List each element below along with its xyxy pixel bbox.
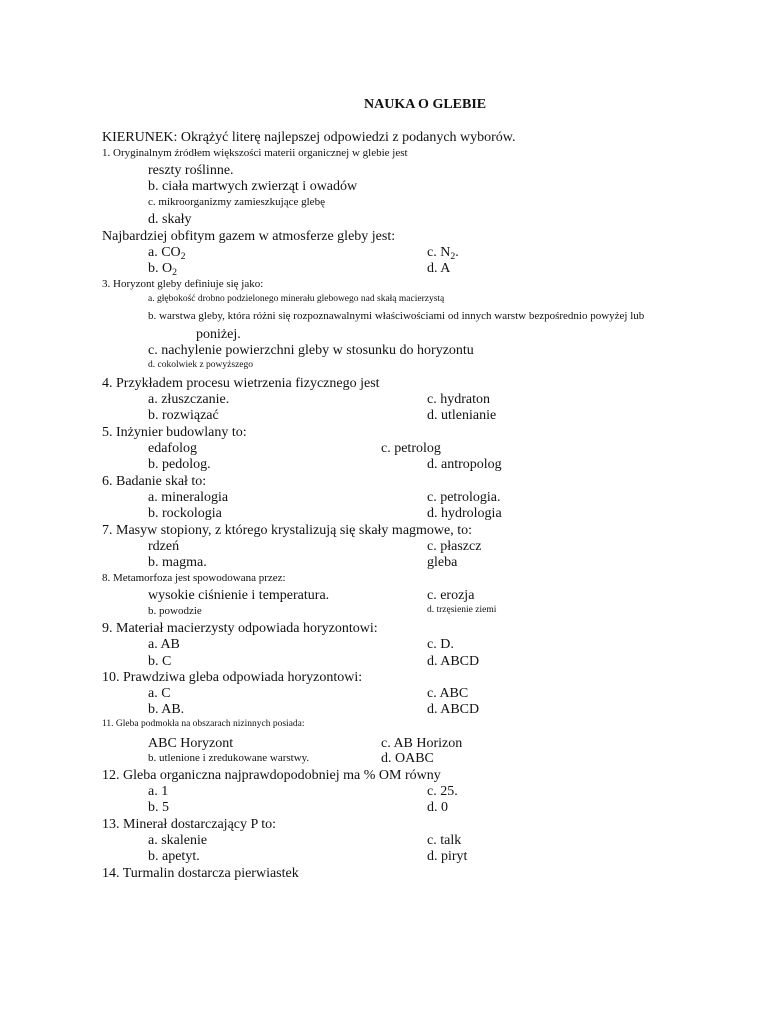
q1-option-c: c. mikroorganizmy zamieszkujące glebę [148, 196, 325, 208]
q2-option-c: c. $N_2$. [427, 245, 459, 262]
question-10: 10. Prawdziwa gleba odpowiada horyzontowi: [102, 670, 363, 685]
question-2: Najbardziej obfitym gazem w atmosferze gleby jest: [102, 229, 396, 244]
q7-option-d: gleba [427, 555, 458, 570]
q3-option-b: b. warstwa gleby, która różni się rozpoznawalnymi właściwościami od innych warstw bezpośrednio powyżej lub [148, 310, 645, 322]
q10-option-b: b. AB. [148, 702, 185, 717]
q10-option-d: d. ABCD [427, 702, 480, 717]
q13-option-b: b. apetyt. [148, 849, 200, 864]
q8-option-d: d. trzęsienie ziemi [427, 605, 497, 615]
q1-option-b: b. ciała martwych zwierząt i owadów [148, 179, 358, 194]
question-8: 8. Metamorfoza jest spowodowana przez: [102, 572, 286, 584]
q13-option-a: a. skalenie [148, 833, 208, 848]
q11-option-b: b. utlenione i zredukowane warstwy. [148, 752, 310, 764]
question-11: 11. Gleba podmokła na obszarach nizinnych posiada: [102, 719, 305, 729]
q3-option-b-continued: poniżej. [196, 327, 241, 342]
question-6: 6. Badanie skał to: [102, 474, 207, 489]
q4-option-a: a. złuszczanie. [148, 392, 230, 407]
q6-option-b: b. rockologia [148, 506, 222, 521]
question-3: 3. Horyzont gleby definiuje się jako: [102, 278, 264, 290]
q9-option-c: c. D. [427, 637, 454, 652]
q8-option-a: wysokie ciśnienie i temperatura. [148, 588, 330, 603]
page-title: NAUKA O GLEBIE [364, 97, 487, 112]
q3-option-d: d. cokolwiek z powyższego [148, 360, 253, 370]
question-7: 7. Masyw stopiony, z którego krystalizują się skały magmowe, to: [102, 523, 473, 538]
q13-option-c: c. talk [427, 833, 462, 848]
question-1: 1. Oryginalnym źródłem większości materii organicznej w glebie jest [102, 147, 408, 159]
q5-option-d: d. antropolog [427, 457, 502, 472]
q12-option-a: a. 1 [148, 784, 169, 799]
q8-option-c: c. erozja [427, 588, 475, 603]
q5-option-c: c. petrolog [381, 441, 441, 456]
q5-option-a: edafolog [148, 441, 197, 456]
q9-option-a: a. AB [148, 637, 180, 652]
q6-option-c: c. petrologia. [427, 490, 501, 505]
q7-option-a: rdzeń [148, 539, 180, 554]
q11-option-d: d. OABC [381, 751, 434, 766]
q3-option-a: a. głębokość drobno podzielonego minerału glebowego nad skałą macierzystą [148, 294, 445, 304]
question-9: 9. Materiał macierzysty odpowiada horyzontowi: [102, 621, 378, 636]
directions: KIERUNEK: Okrążyć literę najlepszej odpowiedzi z podanych wyborów. [102, 130, 516, 145]
q7-option-b: b. magma. [148, 555, 207, 570]
q7-option-c: c. płaszcz [427, 539, 482, 554]
q12-option-b: b. 5 [148, 800, 169, 815]
q11-option-a: ABC Horyzont [148, 736, 234, 751]
question-5: 5. Inżynier budowlany to: [102, 425, 247, 440]
q12-option-d: d. 0 [427, 800, 448, 815]
q10-option-c: c. ABC [427, 686, 469, 701]
question-12: 12. Gleba organiczna najprawdopodobniej ma % OM równy [102, 768, 441, 783]
q5-option-b: b. pedolog. [148, 457, 211, 472]
question-13: 13. Minerał dostarczający P to: [102, 817, 277, 832]
q1-option-a: reszty roślinne. [148, 163, 234, 178]
q13-option-d: d. piryt [427, 849, 468, 864]
q4-option-b: b. rozwiązać [148, 408, 219, 423]
q3-option-c: c. nachylenie powierzchni gleby w stosunku do horyzontu [148, 343, 474, 358]
q4-option-c: c. hydraton [427, 392, 490, 407]
q6-option-a: a. mineralogia [148, 490, 229, 505]
q10-option-a: a. C [148, 686, 171, 701]
q2-option-a: a. $CO_2$ [148, 245, 186, 262]
q2-option-b: b. $O_2$ [148, 261, 178, 278]
q12-option-c: c. 25. [427, 784, 458, 799]
q2-option-d: d. A [427, 261, 451, 276]
question-4: 4. Przykładem procesu wietrzenia fizycznego jest [102, 376, 380, 391]
question-14: 14. Turmalin dostarcza pierwiastek [102, 866, 299, 881]
q6-option-d: d. hydrologia [427, 506, 502, 521]
q9-option-d: d. ABCD [427, 654, 480, 669]
q8-option-b: b. powodzie [148, 605, 202, 617]
q9-option-b: b. C [148, 654, 172, 669]
q1-option-d: d. skały [148, 212, 192, 227]
q4-option-d: d. utlenianie [427, 408, 497, 423]
q11-option-c: c. AB Horizon [381, 736, 463, 751]
